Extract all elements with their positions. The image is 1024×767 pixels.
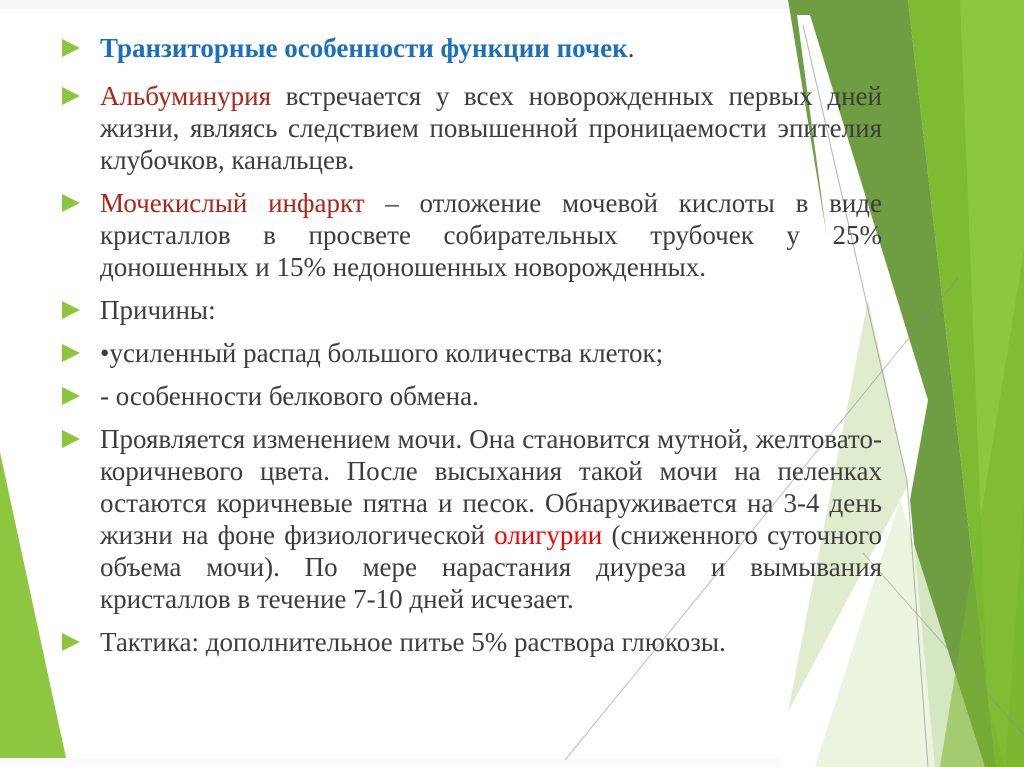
bullet-item-tactics <box>62 626 882 658</box>
term-uric-acid-infarct: Мочекислый инфаркт <box>100 188 365 218</box>
bullet-item-uric-acid-infarct <box>62 187 882 283</box>
bullet-text: встречается у всех новорожденных первых дней жизни, являясь следствием повышенной проницаемости эпителия клубочков, канальцев. <box>100 81 882 175</box>
bullet-text: – отложение мочевой кислоты в виде кристаллов в просвете собирательных трубочек у 25% доношенных и 15% недоношенных новорожденных. <box>100 188 882 282</box>
bullet-text: - особенности белкового обмена. <box>100 381 479 411</box>
bullet-item-causes <box>62 294 882 326</box>
bullet-triangle-icon <box>62 633 80 651</box>
term-oliguria: олигурии <box>494 520 603 550</box>
bullet-triangle-icon <box>62 430 80 448</box>
bullet-triangle-icon <box>62 39 80 57</box>
bullet-text: Причины: <box>100 295 216 325</box>
bullet-item-cell-breakdown <box>62 337 882 369</box>
bullet-text: Тактика: дополнительное питье 5% раствора глюкозы. <box>100 627 726 657</box>
left-bottom-wedge <box>0 452 66 758</box>
bottom-edge-strip <box>0 758 780 767</box>
bullet-text: Проявляется изменением мочи. Она становится мутной, желтовато-коричневого цвета. После высыхания такой мочи на пеленках остаются коричневые пятна и песок. Обнаруживается на 3-4 день жизни на фоне физиологической <box>100 424 882 550</box>
bullet-item-title <box>62 32 882 64</box>
bullet-item-protein-metabolism <box>62 380 882 412</box>
slide-bullet-list <box>62 32 882 669</box>
slide-title-period: . <box>627 33 635 63</box>
term-albuminuria: Альбуминурия <box>100 81 271 111</box>
bullet-item-manifestation <box>62 423 882 615</box>
bullet-triangle-icon <box>62 194 80 212</box>
bullet-triangle-icon <box>62 344 80 362</box>
bullet-triangle-icon <box>62 87 80 105</box>
bullet-text: •усиленный распад большого количества клеток; <box>100 338 664 368</box>
bullet-triangle-icon <box>62 387 80 405</box>
bullet-item-albuminuria <box>62 80 882 176</box>
slide-title-text: Транзиторные особенности функции почек <box>100 33 628 63</box>
bullet-text: (сниженного суточного объема мочи). По мере нарастания диуреза и вымывания кристаллов в течение 7-10 дней исчезает. <box>100 520 882 614</box>
bullet-triangle-icon <box>62 301 80 319</box>
